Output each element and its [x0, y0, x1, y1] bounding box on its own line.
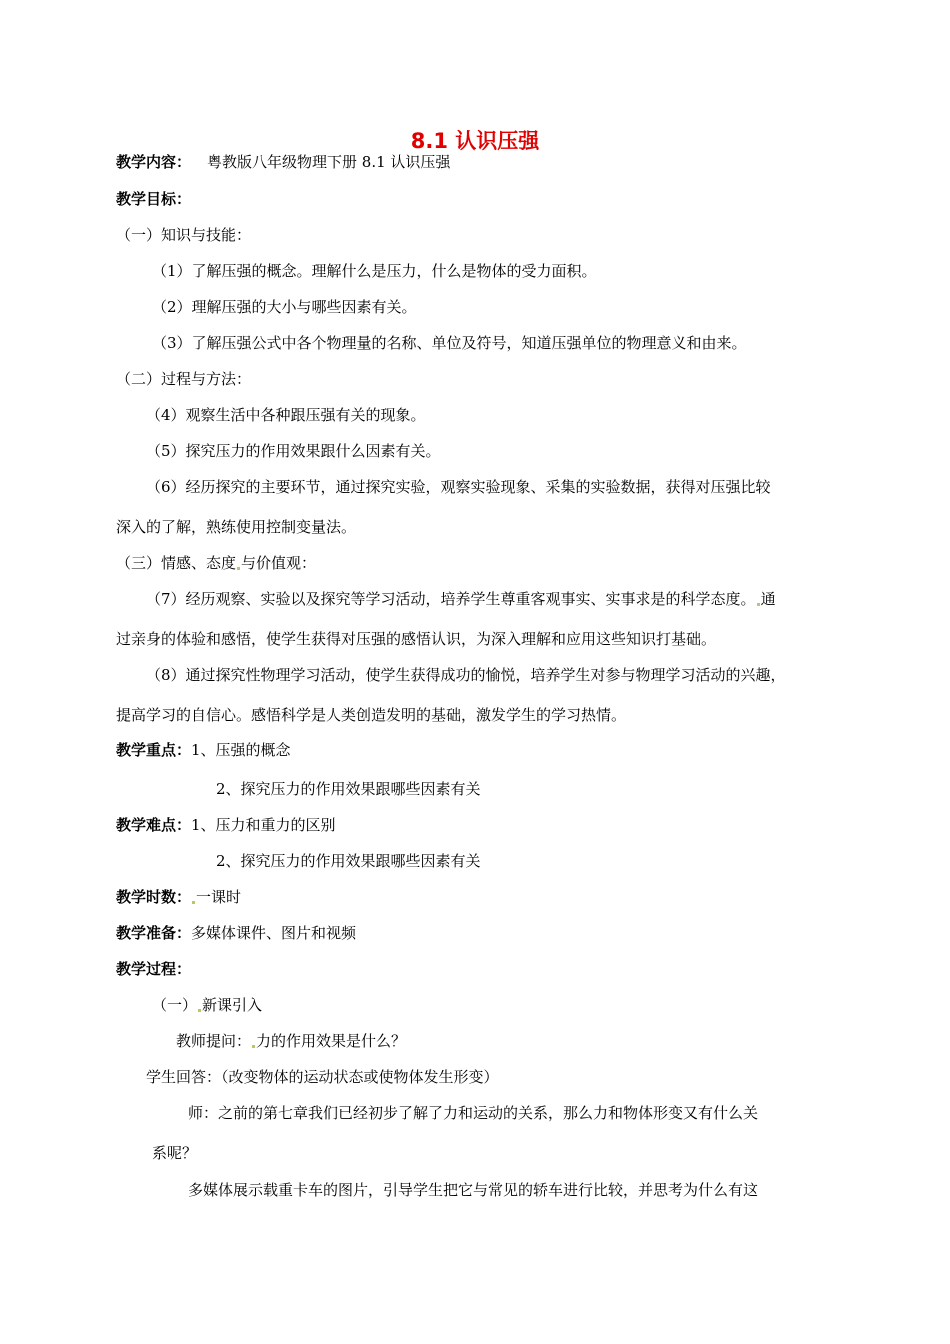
objective-item-continued: 过亲身的体验和感悟，使学生获得对压强的感悟认识，为深入理解和应用这些知识打基础。 [116, 630, 717, 648]
preparation-label: 教学准备： [116, 924, 192, 942]
multimedia-text: 多媒体展示载重卡车的图片，引导学生把它与常见的轿车进行比较，并思考为什么有这 [188, 1181, 759, 1199]
annotation-mark [198, 1009, 201, 1012]
objective-item-continued: 深入的了解，熟练使用控制变量法。 [116, 518, 357, 536]
content-row [116, 152, 450, 172]
objective-item: （8）通过探究性物理学习活动，使学生获得成功的愉悦，培养学生对参与物理学习活动的兴趣， [146, 666, 786, 684]
student-answer: 学生回答：（改变物体的运动状态或使物体发生形变） [146, 1068, 499, 1086]
content-label: 教学内容： [116, 153, 192, 171]
preparation-row: 教学准备：多媒体课件、图片和视频 [116, 924, 357, 942]
annotation-mark [252, 1045, 255, 1048]
content-value: 粤教版八年级物理下册 8.1 认识压强 [207, 153, 451, 171]
objective-item: （7）经历观察、实验以及探究等学习活动，培养学生尊重客观事实、实事求是的科学态度。 通 [146, 590, 776, 608]
annotation-mark [192, 901, 195, 904]
objective-item: （1）了解压强的概念。理解什么是压力，什么是物体的受力面积。 [152, 262, 597, 280]
difficulty-item: 2、探究压力的作用效果跟哪些因素有关 [216, 852, 481, 870]
document-title: 8.1 认识压强 [410, 129, 540, 153]
annotation-mark [237, 567, 240, 570]
objective-item-continued: 提高学习的自信心。感悟科学是人类创造发明的基础，激发学生的学习热情。 [116, 706, 627, 724]
annotation-mark [757, 603, 760, 606]
process-section: （一） 新课引入 [152, 996, 263, 1014]
objective-item: （2）理解压强的大小与哪些因素有关。 [152, 298, 417, 316]
objective-item: （4）观察生活中各种跟压强有关的现象。 [146, 406, 426, 424]
hours-row: 教学时数： 一课时 [116, 888, 242, 906]
key-points-label: 教学重点： [116, 741, 192, 759]
key-point-item: 2、探究压力的作用效果跟哪些因素有关 [216, 780, 481, 798]
section-heading: （一）知识与技能： [116, 226, 252, 244]
objectives-heading: 教学目标： [116, 190, 192, 208]
teacher-question: 教师提问： 力的作用效果是什么？ [176, 1032, 407, 1050]
objective-item: （6）经历探究的主要环节，通过探究实验，观察实验现象、采集的实验数据，获得对压强比较 [146, 478, 771, 496]
objective-item: （3）了解压强公式中各个物理量的名称、单位及符号，知道压强单位的物理意义和由来。 [152, 334, 747, 352]
hours-label: 教学时数： [116, 888, 192, 906]
teacher-speech-continued: 系呢？ [152, 1144, 198, 1162]
difficulties-label: 教学难点： [116, 816, 192, 834]
difficulties-row: 教学难点：1、压力和重力的区别 [116, 816, 336, 834]
section-heading: （三）情感、态度 与价值观： [116, 554, 317, 572]
section-heading: （二）过程与方法： [116, 370, 252, 388]
teacher-speech: 师：之前的第七章我们已经初步了解了力和运动的关系，那么力和物体形变又有什么关 [188, 1104, 759, 1122]
key-points-row: 教学重点：1、压强的概念 [116, 741, 291, 759]
objective-item: （5）探究压力的作用效果跟什么因素有关。 [146, 442, 441, 460]
process-heading: 教学过程： [116, 960, 192, 978]
